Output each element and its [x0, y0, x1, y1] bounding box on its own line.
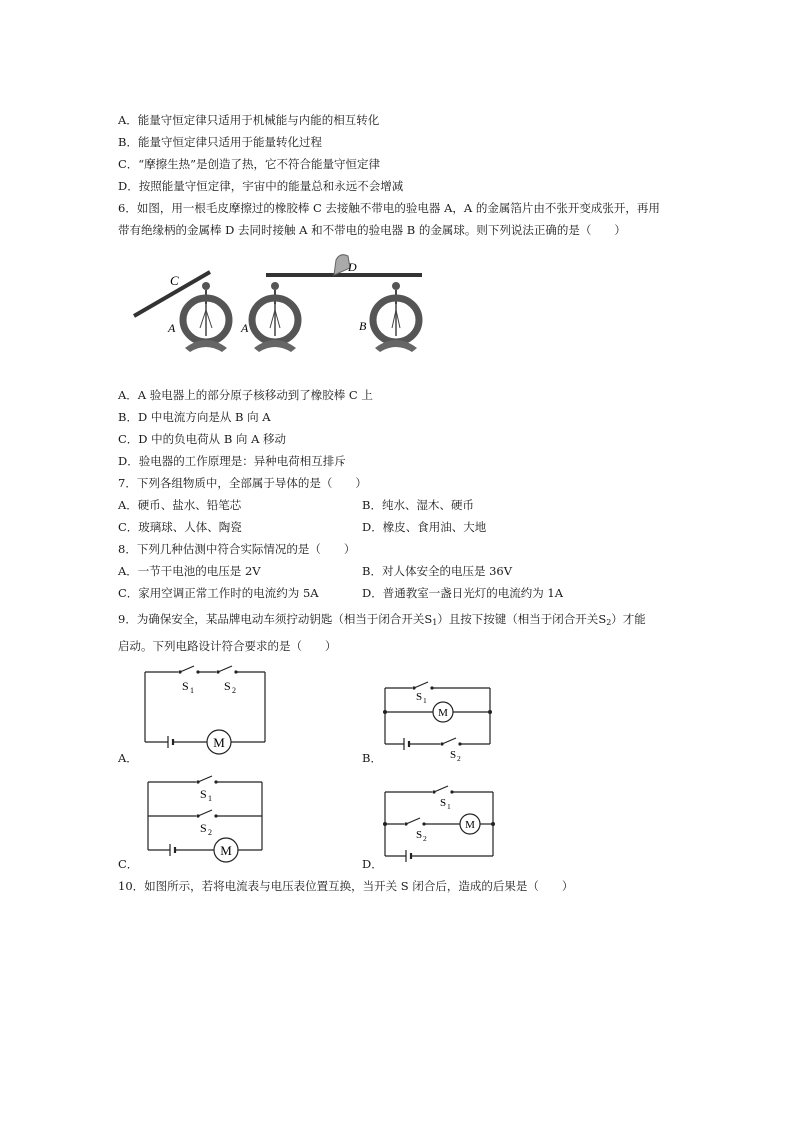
q5-option-a: A．能量守恒定律只适用于机械能与内能的相互转化 — [118, 113, 380, 127]
circuit-a — [140, 664, 270, 754]
q8-option-b: B．对人体安全的电压是 36V — [362, 564, 513, 578]
q6-option-c: C．D 中的负电荷从 B 向 A 移动 — [118, 432, 287, 446]
switch-label-s2: S — [200, 821, 207, 835]
q6-option-a: A．A 验电器上的部分原子核移动到了橡胶棒 C 上 — [118, 388, 373, 402]
q10-stem: 10．如图所示，若将电流表与电压表位置互换，当开关 S 闭合后，造成的后果是（ ） — [118, 879, 574, 893]
circuit-b — [380, 676, 498, 764]
q5-option-c: C．“摩擦生热”是创造了热，它不符合能量守恒定律 — [118, 157, 381, 171]
figure-label-b: B — [359, 319, 367, 333]
figure-label-a2: A — [241, 321, 249, 335]
svg-text:2: 2 — [423, 834, 427, 843]
q7-option-d: D．橡皮、食用油、大地 — [362, 520, 487, 534]
q6-option-b: B．D 中电流方向是从 B 向 A — [118, 410, 271, 424]
switch-label-s1: S — [440, 797, 447, 809]
circuit-c — [140, 774, 270, 864]
q9-stem-line1: 9．为确保安全，某品牌电动车须拧动钥匙（相当于闭合开关$S_1$）且按下按键（相当于闭合开关$S_2$）才能 — [118, 612, 646, 627]
q5-option-b: B．能量守恒定律只适用于能量转化过程 — [118, 135, 322, 149]
q9-caption-c: C． — [118, 857, 139, 871]
q5-option-d: D．按照能量守恒定律，宇宙中的能量总和永远不会增减 — [118, 179, 404, 193]
svg-text:1: 1 — [190, 686, 194, 695]
q8-option-d: D．普通教室一盏日光灯的电流约为 1A — [362, 586, 563, 600]
q9-caption-a: A． — [118, 751, 138, 765]
svg-text:1: 1 — [208, 794, 212, 803]
switch-label-s1: S — [200, 787, 207, 801]
q6-option-d: D．验电器的工作原理是：异种电荷相互排斥 — [118, 454, 346, 468]
figure-label-d: D — [348, 260, 357, 274]
switch-label-s2: S — [450, 749, 457, 761]
svg-text:2: 2 — [232, 686, 236, 695]
q6-stem-line1: 6．如图，用一根毛皮摩擦过的橡胶棒 C 去接触不带电的验电器 A，A 的金属箔片由不张开变成张开，再用 — [118, 201, 660, 215]
electroscope-a-middle — [252, 282, 298, 352]
motor-label: M — [465, 819, 475, 831]
svg-text:1: 1 — [447, 802, 451, 811]
q6-stem-line2: 带有绝缘柄的金属棒 D 去同时接触 A 和不带电的验电器 B 的金属球。则下列说法正确的是（ ） — [118, 223, 626, 237]
q7-option-c: C．玻璃球、人体、陶瓷 — [118, 520, 242, 534]
switch-label-s2: S — [416, 829, 423, 841]
q8-option-a: A．一节干电池的电压是 2V — [118, 564, 261, 578]
motor-label: M — [220, 843, 232, 858]
motor-label: M — [213, 735, 225, 750]
q7-stem: 7．下列各组物质中，全部属于导体的是（ ） — [118, 476, 367, 490]
circuit-d — [380, 784, 498, 868]
q7-option-a: A．硬币、盐水、铅笔芯 — [118, 498, 242, 512]
svg-text:2: 2 — [457, 754, 461, 763]
svg-text:2: 2 — [208, 828, 212, 837]
electroscope-figure — [130, 248, 430, 360]
motor-label: M — [438, 707, 448, 719]
q8-stem: 8．下列几种估测中符合实际情况的是（ ） — [118, 542, 356, 556]
q9-stem-line2: 启动。下列电路设计符合要求的是（ ） — [118, 639, 337, 653]
svg-text:1: 1 — [423, 696, 427, 705]
switch-label-s2: S — [224, 679, 231, 693]
switch-label-s1: S — [416, 691, 423, 703]
q9-caption-b: B． — [362, 751, 382, 765]
q8-option-c: C．家用空调正常工作时的电流约为 5A — [118, 586, 319, 600]
figure-label-c: C — [170, 273, 179, 288]
q9-caption-d: D． — [362, 857, 383, 871]
q7-option-b: B．纯水、湿木、硬币 — [362, 498, 474, 512]
electroscope-b — [373, 282, 419, 352]
electroscope-a-left — [183, 282, 229, 352]
switch-label-s1: S — [182, 679, 189, 693]
figure-label-a1: A — [168, 321, 176, 335]
